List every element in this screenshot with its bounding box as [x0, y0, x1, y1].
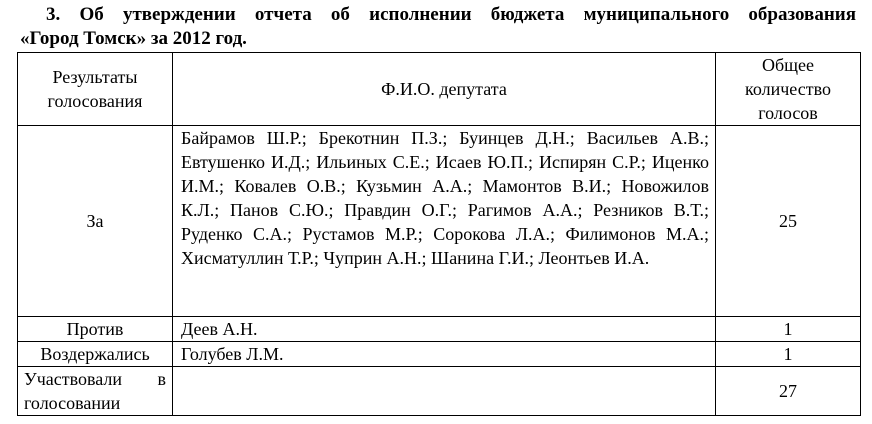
result-cell: Участвовали в голосовании: [18, 367, 173, 416]
deputies-cell: Байрамов Ш.Р.; Брекотнин П.З.; Буинцев Д.Н.; Васильев А.В.; Евтушенко И.Д.; Ильиных С.Е.; Исаев Ю.П.; Испирян С.Р.; Иценко И.М.; Ковалев О.В.; Кузьмин А.А.; Мамонтов В.И.; Новожилов К.Л.; Панов С.Ю.; Правдин О.Г.; Рагимов А.А.; Резников В.Т.; Руденко С.А.; Рустамов М.Р.; Сорокова Л.А.; Филимонов М.А.; Хисматуллин Т.Р.; Чуприн А.Н.; Шанина Г.И.; Леонтьев И.А.: [173, 126, 716, 317]
table-row: [18, 367, 861, 416]
count-cell: 1: [716, 317, 861, 342]
voting-results-table: [17, 52, 861, 416]
result-cell: Воздержались: [18, 342, 173, 367]
deputies-cell: Голубев Л.М.: [173, 342, 716, 367]
result-cell: Против: [18, 317, 173, 342]
count-cell: 25: [716, 126, 861, 317]
count-cell: 27: [716, 367, 861, 416]
document-heading: [20, 3, 856, 51]
count-cell: 1: [716, 342, 861, 367]
heading-line-1: 3. Об утверждении отчета об исполнении бюджета муниципального образования: [46, 4, 856, 25]
result-cell: За: [18, 126, 173, 317]
deputies-cell: Деев А.Н.: [173, 317, 716, 342]
header-results: Результаты голосования: [18, 53, 173, 126]
table-row: [18, 317, 861, 342]
table-row: [18, 342, 861, 367]
deputies-cell: [173, 367, 716, 416]
header-deputy-name: Ф.И.О. депутата: [173, 53, 716, 126]
heading-line-2: «Город Томск» за 2012 год.: [20, 28, 247, 49]
table-row: [18, 126, 861, 317]
header-total-votes: Общее количество голосов: [716, 53, 861, 126]
table-header-row: [18, 53, 861, 126]
